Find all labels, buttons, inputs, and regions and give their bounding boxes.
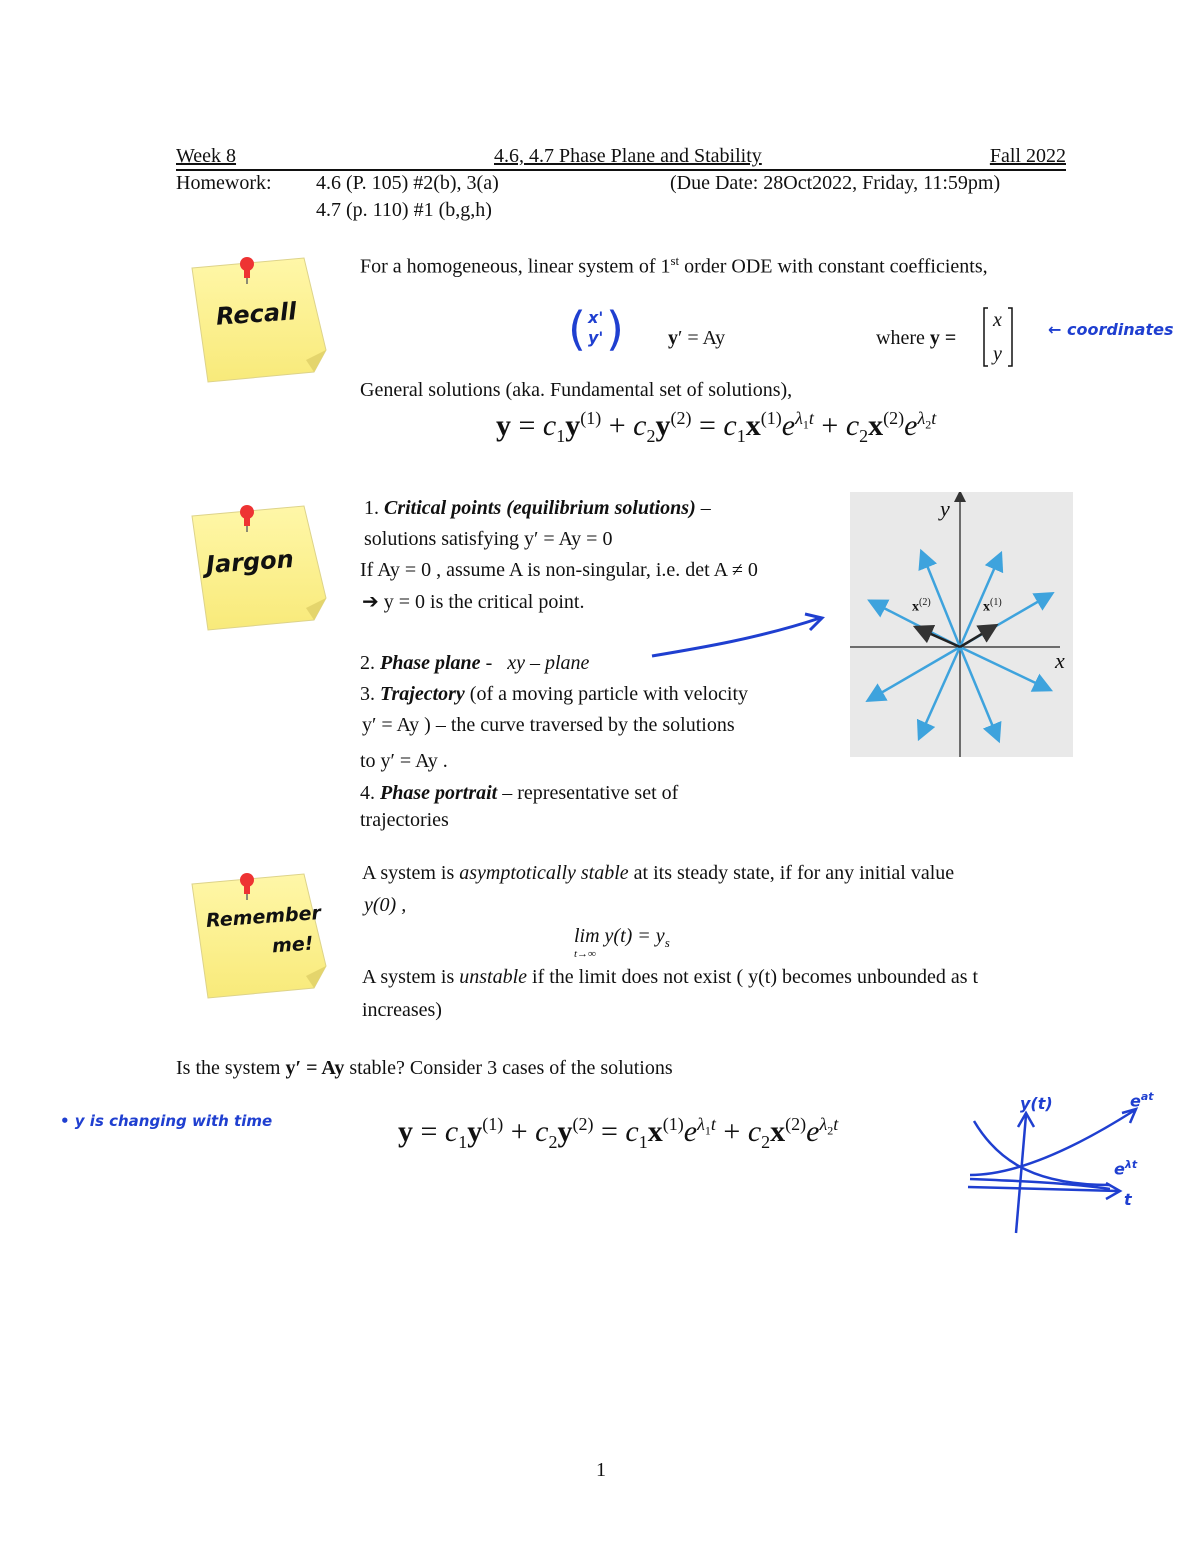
stability-line2: y(0) ,: [364, 894, 407, 916]
graph-x-axis-label: x: [1055, 648, 1065, 673]
recall-where: where y =: [876, 327, 957, 349]
jargon-item3-line2: y′ = Ay ) – the curve traversed by the solutions: [362, 714, 735, 736]
question-text: Is the system y′ = Ay stable? Consider 3 cases of the solutions: [176, 1057, 673, 1079]
jargon-item3-line3: to y′ = Ay .: [360, 750, 448, 772]
stability-line3: A system is unstable if the limit does not exist ( y(t) becomes unbounded as t: [362, 966, 979, 988]
handwritten-yt: y(t): [1020, 1094, 1053, 1113]
handwritten-paren-close: ): [606, 302, 624, 356]
graph-vector1-label: $x^{(1)}$: [983, 597, 1002, 615]
jargon-sticky-note: [186, 498, 336, 638]
jargon-item1-heading: 1. Critical points (equilibrium solutions) –: [364, 497, 711, 519]
week-label: Week 8: [176, 145, 237, 167]
recall-intro: For a homogeneous, linear system of 1st order ODE with constant coefficients,: [360, 253, 988, 278]
homework-line1: 4.6 (P. 105) #2(b), 3(a): [316, 172, 499, 194]
recall-equation: y′ = Ay: [668, 327, 726, 349]
stability-limit-sub: t→∞: [574, 948, 596, 960]
general-solution-formula: $y = c_1y^{(1)} + c_2y^{(2)} = c_1x^{(1)}e^{\lambda_1t} + c_2x^{(2)}e^{\lambda_2t}$: [496, 408, 937, 446]
homework-label: Homework:: [176, 172, 272, 194]
question-solution-formula: $y = c_1y^{(1)} + c_2y^{(2)} = c_1x^{(1)}e^{\lambda_1t} + c_2x^{(2)}e^{\lambda_2t}$: [398, 1114, 839, 1152]
recall-sticky-note: [186, 250, 336, 390]
general-solutions-text: General solutions (aka. Fundamental set of solutions),: [360, 379, 793, 401]
handwritten-arrow-icon: [640, 608, 840, 668]
stability-limit: $\lim y(t) = y_s$: [574, 925, 670, 950]
jargon-label: Jargon: [205, 544, 295, 580]
jargon-item1-conclusion: ➔ y = 0 is the critical point.: [362, 591, 585, 613]
jargon-item4: 4. Phase portrait – representative set of: [360, 782, 679, 804]
jargon-item1-desc: solutions satisfying y′ = Ay = 0: [364, 528, 613, 550]
handwritten-paren-open: (: [568, 302, 586, 356]
remember-label-1: Remember: [205, 902, 322, 932]
stability-line4: increases): [362, 999, 442, 1021]
term-label: Fall 2022: [989, 145, 1066, 167]
handwritten-changing-note: • y is changing with time: [60, 1112, 273, 1130]
handwritten-xprime: x': [588, 308, 604, 327]
recall-label: Recall: [215, 297, 298, 331]
handwritten-eat: $e^{at}$: [1130, 1090, 1154, 1111]
homework-line2: 4.7 (p. 110) #1 (b,g,h): [316, 199, 492, 221]
remember-sticky-note: [186, 866, 336, 1006]
phase-portrait-icon: [850, 492, 1073, 757]
graph-vector2-label: $x^{(2)}$: [912, 597, 931, 615]
sticky-note-icon: [186, 866, 336, 1006]
handwritten-coordinates: ← coordinates: [1048, 320, 1174, 339]
handwritten-yprime: y': [588, 328, 604, 347]
jargon-item1-if: If Ay = 0 , assume A is non-singular, i.e. det A ≠ 0: [360, 559, 758, 581]
page-header: [176, 145, 1066, 171]
graph-y-axis-label: y: [940, 496, 950, 521]
column-vector: x y: [982, 306, 1014, 368]
homework-due: (Due Date: 28Oct2022, Friday, 11:59pm): [670, 172, 1001, 194]
jargon-item3: 3. Trajectory (of a moving particle with velocity: [360, 683, 749, 705]
phase-portrait-graph: [850, 492, 1073, 757]
remember-label-2: me!: [271, 932, 315, 958]
handwritten-elt: $e^{\lambda t}$: [1114, 1158, 1138, 1179]
stability-line1: A system is asymptotically stable at its steady state, if for any initial value: [362, 862, 955, 884]
page-title: 4.6, 4.7 Phase Plane and Stability: [494, 145, 762, 167]
jargon-item4-line2: trajectories: [360, 809, 449, 831]
handwritten-t: t: [1124, 1190, 1132, 1209]
page-number: 1: [596, 1459, 606, 1481]
jargon-item2: 2. Phase plane - xy – plane: [360, 652, 590, 674]
